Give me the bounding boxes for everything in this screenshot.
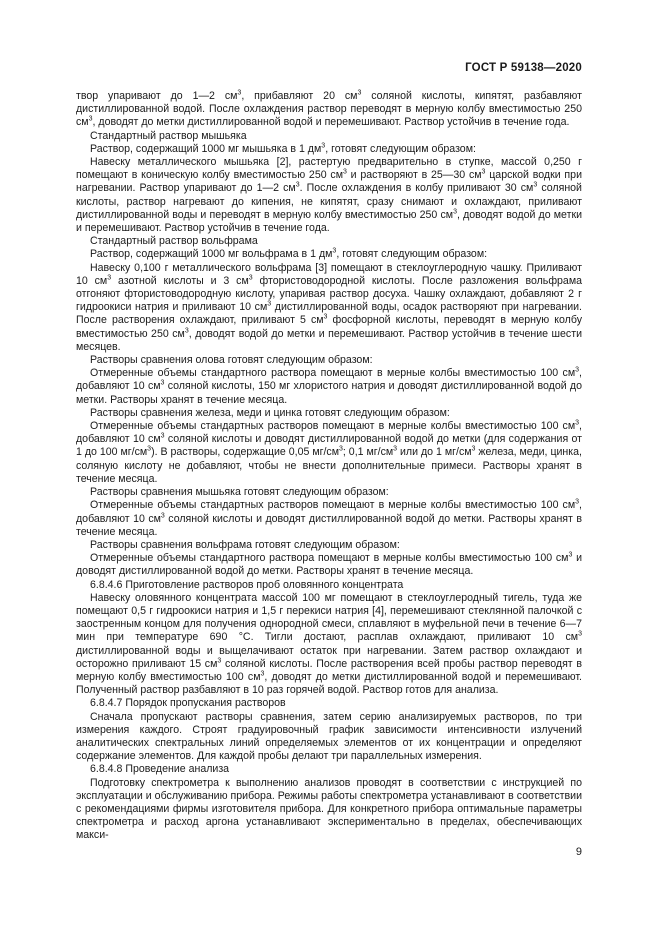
paragraph: Отмеренные объемы стандартного раствора помещают в мерные колбы вместимостью 100 $см^3$ и доводят дистиллированной водой до метки. Растворы хранят в течение месяца. [76, 551, 582, 578]
paragraph: Сначала пропускают растворы сравнения, затем серию анализируемых растворов, по три измерения каждого. Строят градуировочный график зависимости интенсивности излучений аналитических спектральных линий определяемых элементов от их концентрации и определяют содержание элементов. Для каждой пробы делают три параллельных измерения. [76, 710, 582, 763]
paragraph: Растворы сравнения олова готовят следующим образом: [90, 354, 373, 367]
paragraph: Отмеренные объемы стандартного раствора помещают в мерные колбы вместимостью 100 $см^3$, добавляют 10 $см^3$ соляной кислоты, 150 мг хлористого натрия и доводят дистиллированной водой до метки. Растворы хранят в течение месяца. [76, 366, 582, 406]
paragraph: Растворы сравнения железа, меди и цинка готовят следующим образом: [90, 406, 450, 419]
paragraph: Растворы сравнения мышьяка готовят следующим образом: [90, 486, 389, 499]
paragraph: Стандартный раствор мышьяка [90, 129, 247, 142]
document-body [76, 90, 582, 843]
paragraph: Раствор, содержащий 1000 мг мышьяка в 1 $дм^3$, готовят следующим образом: [90, 142, 476, 155]
paragraph: Отмеренные объемы стандартных растворов помещают в мерные колбы вместимостью 100 $см^3$, добавляют 10 $см^3$ соляной кислоты и доводят дистиллированной водой до метки. Растворы хранят в течение месяца. [76, 498, 582, 538]
paragraph: Отмеренные объемы стандартных растворов помещают в мерные колбы вместимостью 100 $см^3$, добавляют 10 $см^3$ соляной кислоты и доводят дистиллированной водой до метки (для содержания от 1 до 100 $мг/см^3$). В растворы, содержащие 0,05 $мг/см^3$; 0,1 $мг/см^3$ или до 1 $мг/см^3$ железа, меди, цинка, соляную кислоту не добавляют, чтобы не внести дополнительные примеси. Растворы хранят в течение месяца. [76, 419, 582, 485]
paragraph: Стандартный раствор вольфрама [90, 235, 258, 248]
paragraph: Растворы сравнения вольфрама готовят следующим образом: [90, 538, 400, 551]
paragraph: 6.8.4.8 Проведение анализа [90, 763, 230, 776]
standard-number: ГОСТ Р 59138—2020 [465, 62, 582, 74]
paragraph: Навеску оловянного концентрата массой 100 мг помещают в стеклоуглеродный тигель, туда же помещают 0,5 г гидроокиси натрия и 1,5 г перекиси натрия [4], перемешивают стеклянной палочкой с заостренным концом для получения однородной смеси, сплавляют в муфельной печи в течение 6—7 мин при температуре 690 °С. Тигли достают, расплав охлаждают, приливают 10 $см^3$ дистиллированной воды и выщелачивают остаток при нагревании. Затем раствор охлаждают и осторожно приливают 15 $см^3$ соляной кислоты. После растворения всей пробы раствор переводят в мерную колбу вместимостью 100 $см^3$, доводят до метки дистиллированной водой и перемешивают. Полученный раствор разбавляют в 10 раз горячей водой. Раствор готов для анализа. [76, 591, 583, 697]
paragraph: Навеску металлического мышьяка [2], растертую предварительно в ступке, массой 0,250 г помещают в коническую колбу вместимостью 250 $см^3$ и растворяют в 25—30 $см^3$ царской водки при нагревании. Раствор упаривают до 1—2 $см^3$. После охлаждения в колбу приливают 30 $см^3$ соляной кислоты, раствор нагревают до кипения, не кипятят, сразу снимают и охлаждают, приливают дистиллированной воды и переводят в мерную колбу вместимостью 250 $см^3$, доводят водой до метки и перемешивают. Раствор устойчив в течение года. [76, 156, 582, 235]
paragraph: Раствор, содержащий 1000 мг вольфрама в 1 $дм^3$, готовят следующим образом: [90, 247, 488, 261]
page-number: 9 [575, 846, 582, 858]
paragraph: 6.8.4.7 Порядок пропускания растворов [90, 697, 286, 710]
paragraph: 6.8.4.6 Приготовление растворов проб оловянного концентрата [90, 578, 404, 591]
paragraph: твор упаривают до 1—2 $см^3$, прибавляют 20 $см^3$ соляной кислоты, кипятят, разбавляют дистиллированной водой. После охлаждения раствор переводят в мерную колбу вместимостью 250 $см^3$, доводят до метки дистиллированной водой и перемешивают. Раствор устойчив в течение года. [76, 89, 582, 129]
paragraph: Подготовку спектрометра к выполнению анализов проводят в соответствии с инструкцией по эксплуатации и обслуживанию прибора. Режимы работы спектрометра устанавливают в соответствии с рекомендациями фирмы изготовителя прибора. Для конкретного прибора оптимальные параметры спектрометра и расход аргона устанавливают экспериментально в пределах, обеспечивающих макси- [76, 776, 582, 842]
paragraph: Навеску 0,100 г металлического вольфрама [3] помещают в стеклоуглеродную чашку. Приливают 10 $см^3$ азотной кислоты и 3 $см^3$ фтористоводородной кислоты. После разложения вольфрама отгоняют фтористоводородную кислоту, упаривая раствор досуха. Чашку охлаждают, добавляют 2 г гидроокиси натрия и приливают 10 $см^3$ дистиллированной воды, осадок растворяют при нагревании. После растворения охлаждают, приливают 5 $см^3$ фосфорной кислоты, переводят в мерную колбу вместимостью 250 $см^3$, доводят водой до метки и перемешивают. Раствор устойчив в течение шести месяцев. [76, 261, 583, 353]
